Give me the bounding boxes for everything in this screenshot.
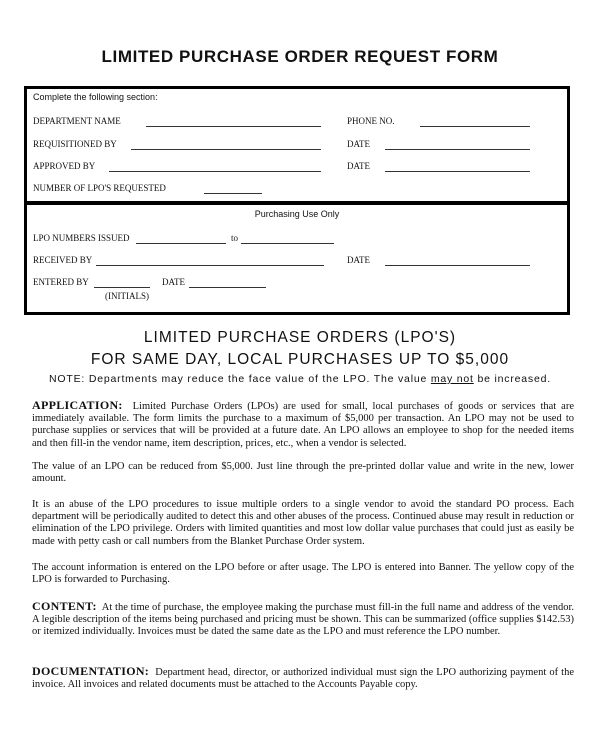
approved-by-field[interactable] — [109, 171, 321, 172]
department-name-field[interactable] — [146, 126, 321, 127]
instruction-text: Complete the following section: — [33, 92, 158, 102]
lpo-subheading: FOR SAME DAY, LOCAL PURCHASES UP TO $5,000 — [90, 351, 510, 368]
received-by-field[interactable] — [96, 265, 324, 266]
application-paragraph: APPLICATION: Limited Purchase Orders (LPOs) are used for small, local purchases of goods or services that are immediately available. The form limits the purchase to a maximum of $5,000 per transaction. An LPO may not be used to purchase supplies or services that will be provided at a future date. An LPO allows an employee to shop for the needed items and then fill-in the vendor name, item description, prices, etc., when a vendor is selected. — [32, 398, 574, 449]
date-field[interactable] — [385, 265, 530, 266]
to-label: to — [231, 233, 239, 243]
lpo-number-from-field[interactable] — [136, 243, 226, 244]
phone-no-label: PHONE NO. — [347, 116, 395, 126]
phone-no-field[interactable] — [420, 126, 530, 127]
purchasing-heading: Purchasing Use Only — [254, 209, 340, 219]
form-title: LIMITED PURCHASE ORDER REQUEST FORM — [101, 47, 499, 66]
purchasing-section-box — [24, 204, 570, 315]
lpo-numbers-label: LPO NUMBERS ISSUED — [33, 233, 130, 243]
date-label: DATE — [347, 161, 370, 171]
entered-by-label: ENTERED BY — [33, 277, 89, 287]
date-field[interactable] — [189, 287, 266, 288]
entered-by-field[interactable] — [94, 287, 150, 288]
number-requested-label: NUMBER OF LPO'S REQUESTED — [33, 183, 166, 193]
date-label: DATE — [347, 255, 370, 265]
received-by-label: RECEIVED BY — [33, 255, 93, 265]
number-requested-field[interactable] — [204, 193, 262, 194]
lpo-heading: LIMITED PURCHASE ORDERS (LPO'S) — [143, 329, 457, 346]
initials-label: (INITIALS) — [105, 291, 149, 301]
date-field[interactable] — [385, 171, 530, 172]
requisitioned-by-field[interactable] — [131, 149, 321, 150]
documentation-paragraph: DOCUMENTATION: Department head, director, or authorized individual must sign the LPO authorizing payment of the invoice. All invoices and related documents must be attached to the Accounts Payable copy. — [32, 664, 574, 691]
date-field[interactable] — [385, 149, 530, 150]
application-paragraph-2: The value of an LPO can be reduced from $5,000. Just line through the pre-printed dollar value and write in the new, lower amount. — [32, 461, 574, 485]
department-name-label: DEPARTMENT NAME — [33, 116, 121, 126]
requisitioned-by-label: REQUISITIONED BY — [33, 139, 117, 149]
date-label: DATE — [162, 277, 185, 287]
note-text: NOTE: Departments may reduce the face value of the LPO. The value may not be increased. — [49, 373, 551, 385]
request-section-box — [24, 86, 570, 204]
date-label: DATE — [347, 139, 370, 149]
application-paragraph-4: The account information is entered on the LPO before or after usage. The LPO is entered into Banner. The yellow copy of the LPO is forwarded to Purchasing. — [32, 562, 574, 586]
application-paragraph-3: It is an abuse of the LPO procedures to issue multiple orders to a single vendor to avoid the standard PO process. Each department will be periodically audited to detect this and other abuses of the process. Continued abuse may result in reduction or elimination of the LPO privilege. Orders with limited quantities and most low dollar value purchases that could just as easily be made with petty cash or call numbers from the Blanket Purchase Order system. — [32, 499, 574, 547]
approved-by-label: APPROVED BY — [33, 161, 96, 171]
lpo-number-to-field[interactable] — [241, 243, 334, 244]
content-paragraph: CONTENT: At the time of purchase, the employee making the purchase must fill-in the full name and address of the vendor. A legible description of the items being purchased and pricing must be shown. This can be summarized (office supplies $142.53) or itemized individually. Invoices must be dated the same date as the LPO and must reference the LPO number. — [32, 599, 574, 638]
